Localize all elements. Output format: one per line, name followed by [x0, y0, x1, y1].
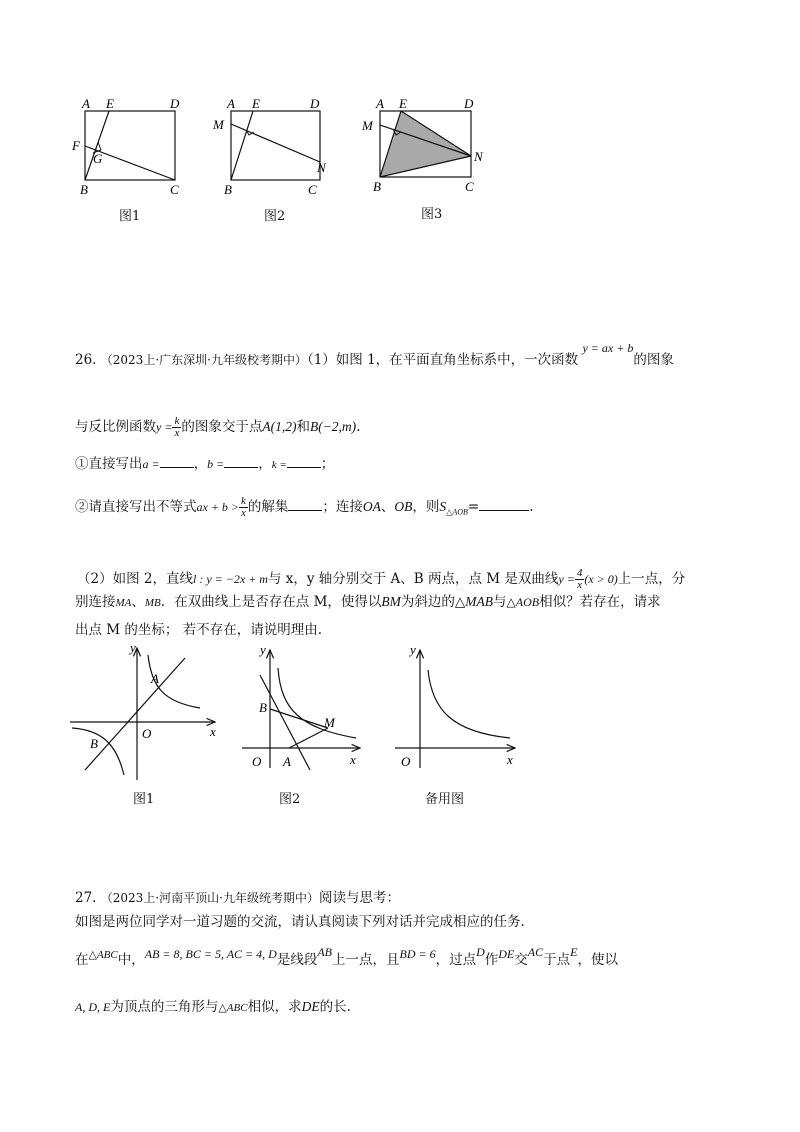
- q26-item1-sep-1: ，: [193, 456, 208, 472]
- q26-part1-after: 的图象: [633, 352, 674, 368]
- q26-item2-then: ，则: [412, 499, 440, 515]
- graph2-point-m-label: M: [324, 715, 335, 730]
- q27-l4-c: 的长.: [319, 999, 351, 1015]
- q26-item2-inequality: ax + b >: [196, 500, 240, 514]
- q27-l3-g: 交: [514, 952, 528, 968]
- answer-blank-a[interactable]: [160, 455, 194, 468]
- graph-2-line-and-hyperbola: [242, 642, 360, 770]
- q26-part2-tri-aob: △AOB: [506, 595, 540, 609]
- fig3-point-c: C: [465, 179, 474, 194]
- q27-l3-tri-abc: △ABC: [88, 949, 118, 961]
- q26-item1-prefix: ①直接写出: [75, 456, 143, 472]
- q27-title-tail: 阅读与思考：: [318, 890, 400, 906]
- q27-number: 27.: [75, 890, 97, 906]
- fig3-point-n: N: [474, 149, 483, 164]
- q26-part2-l2-b: 、: [131, 594, 145, 610]
- fig1-point-e: E: [106, 96, 114, 111]
- q26-item2-connect: ；连接: [322, 499, 363, 515]
- graph3-caption: 备用图: [425, 792, 465, 807]
- graph1-point-a-label: A: [151, 671, 159, 686]
- q27-l3-b: 中，: [117, 952, 145, 968]
- graph2-y-label: y: [260, 642, 266, 657]
- q26-part2-line-eq: l : y = −2x + m: [192, 572, 268, 586]
- q26-item2-s-sub: △AOB: [446, 507, 468, 517]
- coordinate-graphs: [60, 640, 540, 810]
- q27-l4-b: 相似，求: [247, 999, 302, 1015]
- q26-item2-s: S: [439, 499, 447, 514]
- q26-part2-l2-a: 别连接: [75, 594, 116, 610]
- q26-item2-fraction: [239, 496, 248, 519]
- q27-l3-d: 上一点，且: [332, 952, 400, 968]
- q26-item1-a: a =: [142, 457, 160, 471]
- q26-line2-text-b: 的图象交于点: [181, 419, 263, 435]
- answer-blank-solution-set[interactable]: [288, 498, 322, 511]
- answer-blank-b[interactable]: [224, 455, 258, 468]
- q26-part2-text-c: 上一点，分: [617, 571, 686, 587]
- q27-l3-h: 于点: [543, 952, 571, 968]
- graph2-point-b-label: B: [259, 700, 267, 715]
- fig1-point-b: B: [80, 182, 88, 197]
- q27-l4-a: 为顶点的三角形与: [110, 999, 219, 1015]
- q26-source: （2023上·广东深圳·九年级校考期中）: [100, 353, 307, 367]
- graph2-origin-label: O: [252, 754, 262, 769]
- q26-part2-curve-lhs: y =: [558, 572, 575, 586]
- fig3-point-b: B: [373, 179, 381, 194]
- figure-2-rectangle-diagram: [212, 96, 327, 197]
- q27-line2: 如图是两位同学对一道习题的交流，请认真阅读下列对话并完成相应的任务.: [75, 914, 525, 930]
- graph1-caption: 图1: [133, 792, 155, 807]
- graph1-origin-label: O: [142, 726, 152, 741]
- q27-l4-points: A, D, E: [75, 1000, 111, 1014]
- q26-item2-end: .: [529, 499, 534, 515]
- q26-inverse-func-den: x: [174, 427, 180, 439]
- q26-part2-line1: [77, 568, 685, 591]
- graph3-y-label: y: [410, 642, 416, 657]
- q26-part2-l2-f: 相似？若存在，请求: [539, 594, 661, 610]
- q26-item2-eq: =: [467, 499, 480, 515]
- q26-part2-tri-mab: △MAB: [454, 594, 494, 609]
- q27-l3-d-point: D: [476, 945, 485, 959]
- q27-line3: [75, 945, 618, 971]
- q26-linear-func: y = ax + b: [582, 341, 634, 355]
- graph1-x-label: x: [210, 724, 216, 739]
- q26-item2: [75, 496, 533, 523]
- q27-source: （2023上·河南平顶山·九年级统考期中）: [100, 891, 319, 905]
- figure-3-shaded-diagram: [361, 96, 484, 194]
- fig2-point-a: A: [227, 96, 235, 111]
- fig2-point-c: C: [308, 182, 317, 197]
- graph1-y-label: y: [130, 640, 136, 655]
- q26-item1-k: k =: [271, 459, 287, 471]
- q26-item1: [75, 454, 334, 475]
- fig2-point-e: E: [252, 96, 260, 111]
- q27-l4-tri-abc: △ABC: [218, 1002, 248, 1014]
- fig3-point-d: D: [464, 96, 474, 111]
- q26-item2-frac-num: k: [241, 495, 246, 507]
- q26-item2-ob: OB: [394, 499, 413, 514]
- answer-blank-k[interactable]: [287, 455, 321, 468]
- q26-item1-b: b =: [207, 457, 225, 471]
- fig1-point-g: G: [93, 151, 103, 166]
- graph3-x-label: x: [507, 752, 513, 767]
- q26-item2-prefix: ②请直接写出不等式: [75, 499, 197, 515]
- graph-1-linear-and-inverse: [70, 640, 216, 780]
- fig3-point-m: M: [362, 118, 373, 133]
- q26-part2-bm: BM: [381, 594, 401, 609]
- q26-part2-line2: [75, 592, 661, 613]
- q27-l3-e: ，过点: [435, 952, 477, 968]
- fig2-point-b: B: [224, 182, 232, 197]
- q27-l3-bd: BD = 6: [399, 947, 436, 961]
- q27-l3-c: 是线段: [276, 952, 318, 968]
- q27-line1: [75, 888, 400, 908]
- q26-inverse-func-num: k: [174, 415, 180, 427]
- q26-part2-l2-d: 为斜边的: [400, 594, 455, 610]
- fig1-point-c: C: [170, 182, 179, 197]
- q26-part2-ma: MA: [115, 597, 132, 609]
- q26-number: 26.: [75, 352, 97, 368]
- q26-line2-end: .: [356, 419, 361, 435]
- graph2-caption: 图2: [279, 792, 301, 807]
- q26-inverse-func-fraction: [172, 416, 181, 439]
- q26-line2-text-a: 与反比例函数: [75, 419, 156, 435]
- fig1-point-d: D: [170, 96, 180, 111]
- q26-inverse-func-lhs: y =: [156, 420, 173, 434]
- fig3-caption: 图3: [421, 207, 443, 222]
- q26-item1-sep-2: ，: [258, 456, 272, 472]
- q26-part2-text-a: （2）如图 2，直线: [77, 571, 193, 587]
- q26-part2-mb: MB: [144, 597, 161, 609]
- fig1-point-a: A: [82, 96, 90, 111]
- fig2-point-n: N: [317, 160, 326, 175]
- q27-l3-a: 在: [75, 952, 89, 968]
- q27-l3-ab: AB: [317, 945, 332, 959]
- graph2-point-a-label: A: [283, 754, 291, 769]
- q27-l3-given: AB = 8, BC = 5, AC = 4, D: [144, 947, 277, 961]
- q26-item1-end: ；: [320, 456, 335, 472]
- q27-l3-e-point: E: [570, 945, 578, 959]
- fig3-point-e: E: [399, 96, 407, 111]
- graph-3-spare-hyperbola: [395, 642, 515, 769]
- q26-line1: [75, 341, 674, 370]
- q26-item2-dun: 、: [380, 499, 395, 515]
- q26-item2-mid: 的解集: [247, 499, 289, 515]
- q26-item2-frac-den: x: [241, 507, 246, 519]
- graph2-x-label: x: [350, 752, 356, 767]
- answer-blank-area[interactable]: [479, 498, 529, 511]
- q26-part2-curve-den: x: [577, 579, 583, 591]
- q26-part2-line3: 出点 M 的坐标； 若不存在，请说明理由.: [75, 622, 322, 638]
- q27-l3-de: DE: [498, 947, 515, 961]
- fig2-point-m: M: [213, 117, 224, 132]
- q26-line2: [75, 416, 360, 439]
- fig1-point-f: F: [72, 138, 80, 153]
- q26-part2-l2-c: ．在双曲线上是否存在点 M，使得以: [160, 594, 382, 610]
- q27-l3-i: ，使以: [577, 952, 618, 968]
- q26-part2-l2-e: 与: [493, 594, 507, 610]
- q26-point-b: B(−2,m): [309, 419, 357, 434]
- q26-part2-curve-num: 4: [576, 567, 583, 579]
- q26-part1-intro: （1）如图 1，在平面直角坐标系中，一次函数: [306, 352, 579, 368]
- q27-l3-f: 作: [484, 952, 499, 968]
- fig1-caption: 图1: [119, 209, 141, 224]
- fig2-point-d: D: [310, 96, 320, 111]
- q26-part2-text-b: 与 x，y 轴分别交于 A、B 两点，点 M 是双曲线: [267, 571, 559, 587]
- graph1-point-b-label: B: [90, 736, 98, 751]
- q26-point-a: A(1,2): [262, 419, 297, 434]
- q26-line2-and: 和: [296, 419, 310, 435]
- q26-item2-oa: OA: [362, 499, 381, 514]
- figure-1-rectangle-diagram: [71, 96, 180, 197]
- q26-part2-curve-cond: (x > 0): [584, 572, 618, 586]
- fig2-caption: 图2: [264, 209, 286, 224]
- graph3-origin-label: O: [401, 754, 411, 769]
- fig3-point-a: A: [376, 96, 384, 111]
- q26-part2-curve-fraction: [575, 568, 585, 591]
- q27-l4-de: DE: [301, 999, 320, 1014]
- q27-line4: [75, 997, 351, 1018]
- q27-l3-ac: AC: [527, 945, 544, 959]
